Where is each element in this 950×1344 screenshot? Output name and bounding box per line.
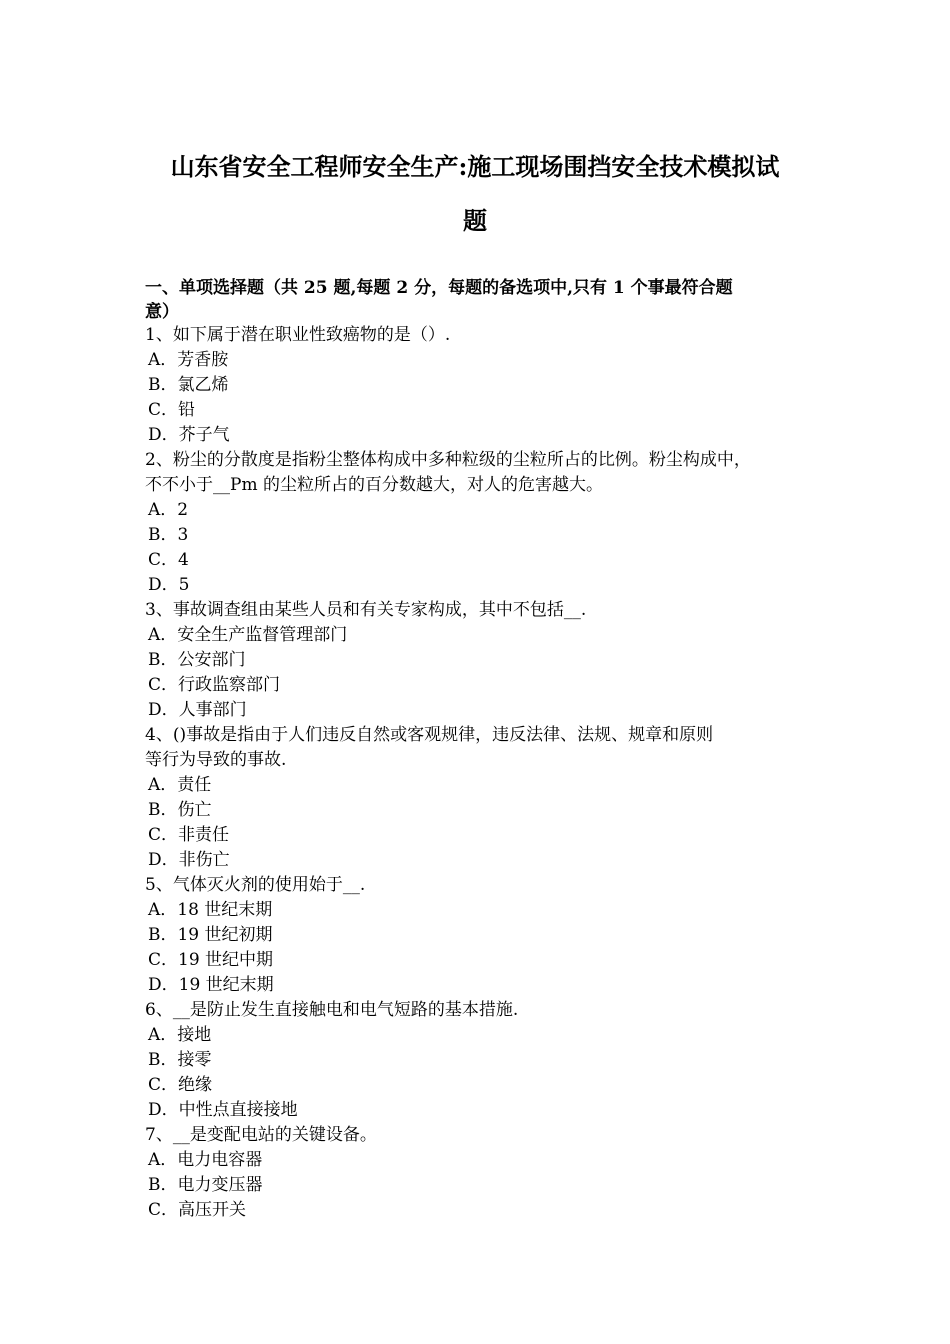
document-title-line-2: 题 <box>463 206 487 235</box>
question-item <box>145 723 825 873</box>
question-item <box>145 998 825 1123</box>
question-item <box>145 873 825 998</box>
question-text: 不不小于__Pm 的尘粒所占的百分数越大，对人的危害越大。 <box>145 475 603 495</box>
document-title-line-1: 山东省安全工程师安全生产:施工现场围挡安全技术模拟试 <box>170 152 780 181</box>
answer-option: C．19 世纪中期 <box>148 950 274 970</box>
answer-option: D．中性点直接接地 <box>148 1100 298 1120</box>
answer-option: B．氯乙烯 <box>148 375 229 395</box>
answer-option: C．绝缘 <box>148 1075 213 1095</box>
question-item <box>145 448 825 598</box>
section-heading-line-2: 意） <box>145 302 179 322</box>
answer-option: B．3 <box>148 525 189 545</box>
question-text: 4、()事故是指由于人们违反自然或客观规律，违反法律、法规、规章和原则 <box>145 725 714 745</box>
answer-option: C．铅 <box>148 400 196 420</box>
section-heading-line-1: 一、单项选择题（共 25 题,每题 2 分，每题的备选项中,只有 1 个事最符合题 <box>145 278 733 298</box>
answer-option: B．电力变压器 <box>148 1175 263 1195</box>
question-item <box>145 598 825 723</box>
answer-option: C．高压开关 <box>148 1200 247 1220</box>
answer-option: D．19 世纪末期 <box>148 975 274 995</box>
answer-option: B．伤亡 <box>148 800 212 820</box>
answer-option: A．芳香胺 <box>148 350 229 370</box>
answer-option: A．2 <box>148 500 189 520</box>
question-text: 2、粉尘的分散度是指粉尘整体构成中多种粒级的尘粒所占的比例。粉尘构成中， <box>145 450 751 470</box>
answer-option: A．安全生产监督管理部门 <box>148 625 348 645</box>
question-text: 1、如下属于潜在职业性致癌物的是（）. <box>145 325 451 345</box>
question-text: 6、__是防止发生直接触电和电气短路的基本措施. <box>145 1000 519 1020</box>
answer-option: D．非伤亡 <box>148 850 230 870</box>
question-text: 5、气体灭火剂的使用始于__. <box>145 875 366 895</box>
answer-option: A．18 世纪末期 <box>148 900 273 920</box>
answer-option: C．4 <box>148 550 189 570</box>
question-text: 7、__是变配电站的关键设备。 <box>145 1125 377 1145</box>
answer-option: B．19 世纪初期 <box>148 925 273 945</box>
question-text: 3、事故调查组由某些人员和有关专家构成，其中不包括__. <box>145 600 587 620</box>
question-list <box>145 323 825 1223</box>
section-heading <box>145 276 825 324</box>
answer-option: B．接零 <box>148 1050 212 1070</box>
question-item <box>145 323 825 448</box>
answer-option: A．电力电容器 <box>148 1150 263 1170</box>
answer-option: D．5 <box>148 575 190 595</box>
answer-option: A．责任 <box>148 775 212 795</box>
answer-option: C．非责任 <box>148 825 230 845</box>
answer-option: B．公安部门 <box>148 650 246 670</box>
answer-option: A．接地 <box>148 1025 212 1045</box>
question-text: 等行为导致的事故. <box>145 750 287 770</box>
question-item <box>145 1123 825 1223</box>
answer-option: D．人事部门 <box>148 700 247 720</box>
answer-option: D．芥子气 <box>148 425 230 445</box>
answer-option: C．行政监察部门 <box>148 675 281 695</box>
